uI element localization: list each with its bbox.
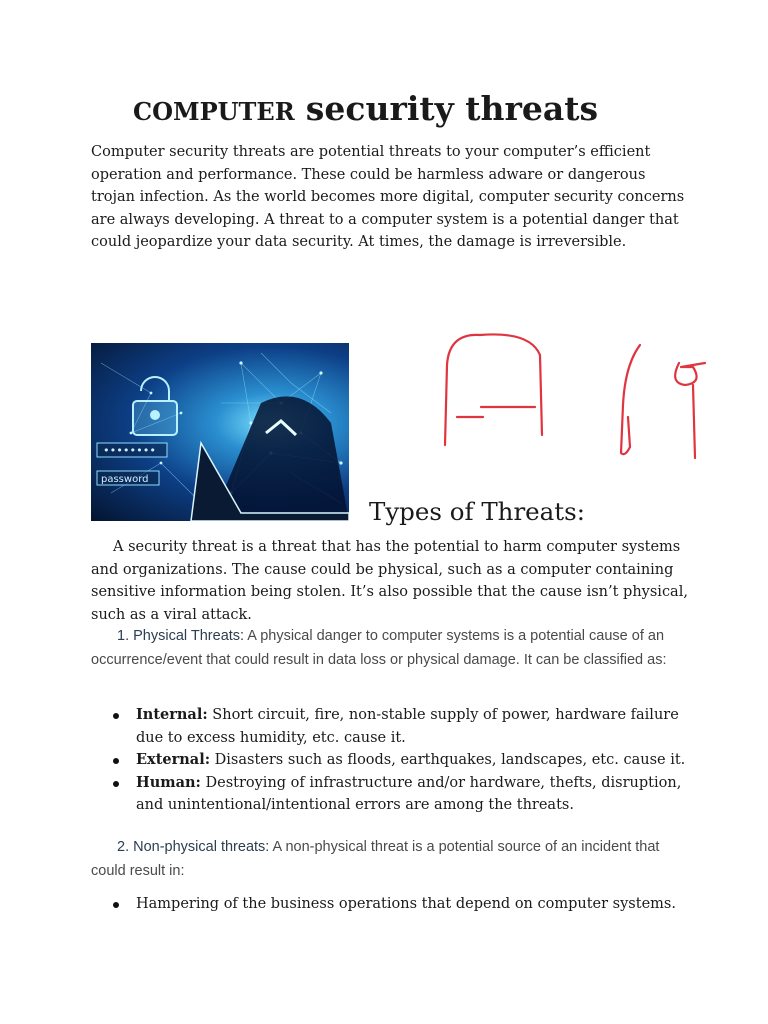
padlock-icon: [133, 377, 177, 435]
types-intro-paragraph: A security threat is a threat that has the potential to harm computer systems and organizations. The cause could be physical, such as a computer containing sensitive information being stolen. It’s also possible that the cause isn’t physical, such as a viral attack.: [91, 539, 688, 623]
physical-threats-list: [91, 704, 691, 817]
list-item: Hampering of the business operations that depend on computer systems.: [91, 893, 691, 916]
physical-threats-paragraph: 1. Physical Threats: A physical danger to computer systems is a potential cause of an occurrence/event that could result in data loss or physical damage. It can be classified as:: [91, 628, 667, 668]
password-mask: ••••••••: [103, 444, 156, 457]
title-computer: COMPUTER: [133, 97, 295, 126]
password-label: password: [101, 474, 149, 485]
title-security-threats: security threats: [305, 89, 599, 128]
list-item: Human: Destroying of infrastructure and/or hardware, thefts, disruption, and unintentional/intentional errors are among the threats.: [91, 772, 691, 817]
handwritten-scribble-drawing: [435, 325, 720, 465]
non-physical-threats-list: [91, 893, 691, 916]
intro-paragraph: Computer security threats are potential threats to your computer’s efficient operation and performance. These could be harmless adware or dangerous trojan infection. As the world becomes more digital, computer security concerns are always developing. A threat to a computer system is a potential danger that could jeopardize your data security. At times, the damage is irreversible.: [91, 144, 685, 250]
list-item: External: Disasters such as floods, earthquakes, landscapes, etc. cause it.: [91, 749, 691, 772]
physical-threats-label: 1. Physical Threats:: [117, 628, 245, 644]
types-of-threats-heading: Types of Threats:: [369, 497, 585, 526]
page-title: [133, 89, 599, 128]
security-illustration-image: [91, 343, 349, 521]
non-physical-threats-paragraph: 2. Non-physical threats: A non-physical threat is a potential source of an incident that could result in:: [91, 839, 660, 879]
non-physical-threats-label: 2. Non-physical threats:: [117, 839, 270, 855]
list-item: Internal: Short circuit, fire, non-stable supply of power, hardware failure due to excess humidity, etc. cause it.: [91, 704, 691, 749]
